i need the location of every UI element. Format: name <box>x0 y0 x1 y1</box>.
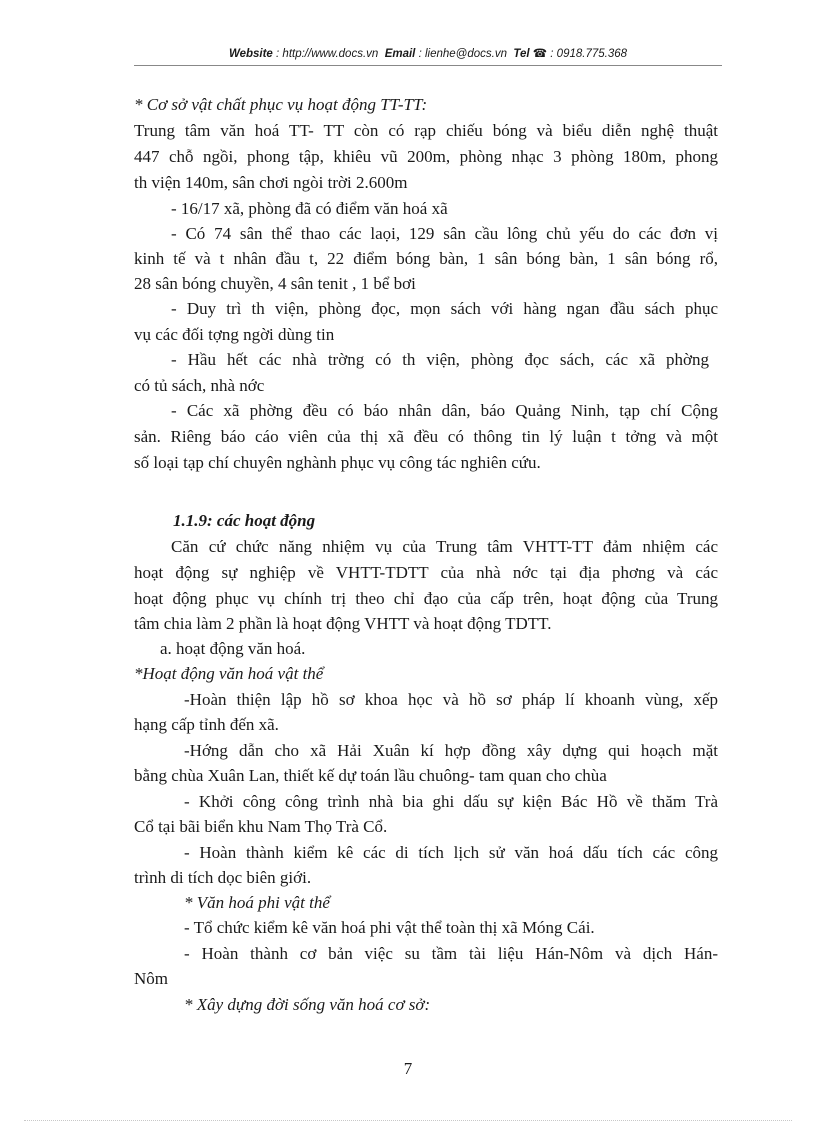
body-line: kinh tế và t nhân đầu t, 22 điểm bóng bàn, 1 sân bóng bàn, 1 sân bóng rổ, <box>134 249 718 268</box>
subheading-intangible-culture: * Văn hoá phi vật thể <box>184 893 330 912</box>
body-line: - Duy trì th viện, phòng đọc, mọn sách với hàng ngan đầu sách phục <box>171 299 718 318</box>
header-divider <box>134 65 722 66</box>
page-number: 7 <box>403 1059 413 1078</box>
body-line: Trung tâm văn hoá TT- TT còn có rạp chiếu bóng và biểu diễn nghệ thuật <box>134 121 718 140</box>
phone-icon: ☎ <box>532 48 548 60</box>
body-line: - Tổ chức kiểm kê văn hoá phi vật thể toàn thị xã Móng Cái. <box>184 918 595 937</box>
list-item-a: a. hoạt động văn hoá. <box>160 639 306 658</box>
subheading-tangible-culture: *Hoạt động văn hoá vật thể <box>134 664 324 683</box>
tel-label: Tel <box>513 48 530 60</box>
body-line: - Hầu hết các nhà trờng có th viện, phòng đọc sách, các xã phờng <box>171 350 709 369</box>
body-line: trình di tích dọc biên giới. <box>134 868 312 887</box>
body-line: - Hoàn thành kiểm kê các di tích lịch sử văn hoá dấu tích các công <box>184 843 718 862</box>
email-label: Email <box>384 48 416 60</box>
footer-divider <box>24 1120 792 1121</box>
body-line: - Khởi công công trình nhà bia ghi dấu sự kiện Bác Hồ về thăm Trà <box>184 792 718 811</box>
body-line: bằng chùa Xuân Lan, thiết kế dự toán lầu chuông- tam quan cho chùa <box>134 766 607 785</box>
body-line: Nôm <box>134 969 168 988</box>
email-address[interactable]: : lienhe@docs.vn <box>418 48 507 60</box>
body-line: hoạt động sự nghiệp về VHTT-TDTT của nhà nớc tại địa phơng và các <box>134 563 718 582</box>
page-header <box>136 46 720 60</box>
body-line: 447 chỗ ngồi, phong tập, khiêu vũ 200m, phòng nhạc 3 phòng 180m, phong <box>134 147 718 166</box>
website-url[interactable]: : http://www.docs.vn <box>276 48 379 60</box>
body-line: 28 sân bóng chuyền, 4 sân tenit , 1 bể bơi <box>134 274 416 293</box>
body-line: - Các xã phờng đều có báo nhân dân, báo Quảng Ninh, tạp chí Cộng <box>171 401 718 420</box>
tel-number: : 0918.775.368 <box>550 48 628 60</box>
body-line: th viện 140m, sân chơi ngòi trời 2.600m <box>134 173 408 192</box>
website-label: Website <box>228 48 273 60</box>
body-line: - 16/17 xã, phòng đã có điểm văn hoá xã <box>171 199 448 218</box>
section-heading-activities: 1.1.9: các hoạt động <box>173 511 316 530</box>
body-line: Cổ tại bãi biển khu Nam Thọ Trà Cổ. <box>134 817 388 836</box>
body-line: -Hớng dẫn cho xã Hải Xuân kí hợp đồng xây dựng qui hoạch mặt <box>184 741 718 760</box>
body-line: hạng cấp tỉnh đến xã. <box>134 715 279 734</box>
subheading-grassroots-culture: * Xây dựng đời sống văn hoá cơ sở: <box>184 995 431 1014</box>
body-line: tâm chia làm 2 phần là hoạt động VHTT và hoạt động TDTT. <box>134 614 552 633</box>
body-line: số loại tạp chí chuyên nghành phục vụ công tác nghiên cứu. <box>134 453 541 472</box>
body-line: vụ các đối tợng ngời dùng tin <box>134 325 335 344</box>
section-heading-facilities: * Cơ sở vật chất phục vụ hoạt động TT-TT: <box>134 95 428 114</box>
body-line: sản. Riêng báo cáo viên của thị xã đều có thông tin lý luận t tởng và một <box>134 427 718 446</box>
body-line: - Có 74 sân thể thao các laọi, 129 sân cầu lông chủ yếu do các đơn vị <box>171 224 718 243</box>
body-line: có tủ sách, nhà nớc <box>134 376 265 395</box>
body-line: hoạt động phục vụ chính trị theo chỉ đạo của cấp trên, hoạt động của Trung <box>134 589 718 608</box>
body-line: - Hoàn thành cơ bản việc su tầm tài liệu Hán-Nôm và dịch Hán- <box>184 944 718 963</box>
body-line: Căn cứ chức năng nhiệm vụ của Trung tâm VHTT-TT đảm nhiệm các <box>171 537 718 556</box>
body-line: -Hoàn thiện lập hồ sơ khoa học và hồ sơ pháp lí khoanh vùng, xếp <box>184 690 718 709</box>
